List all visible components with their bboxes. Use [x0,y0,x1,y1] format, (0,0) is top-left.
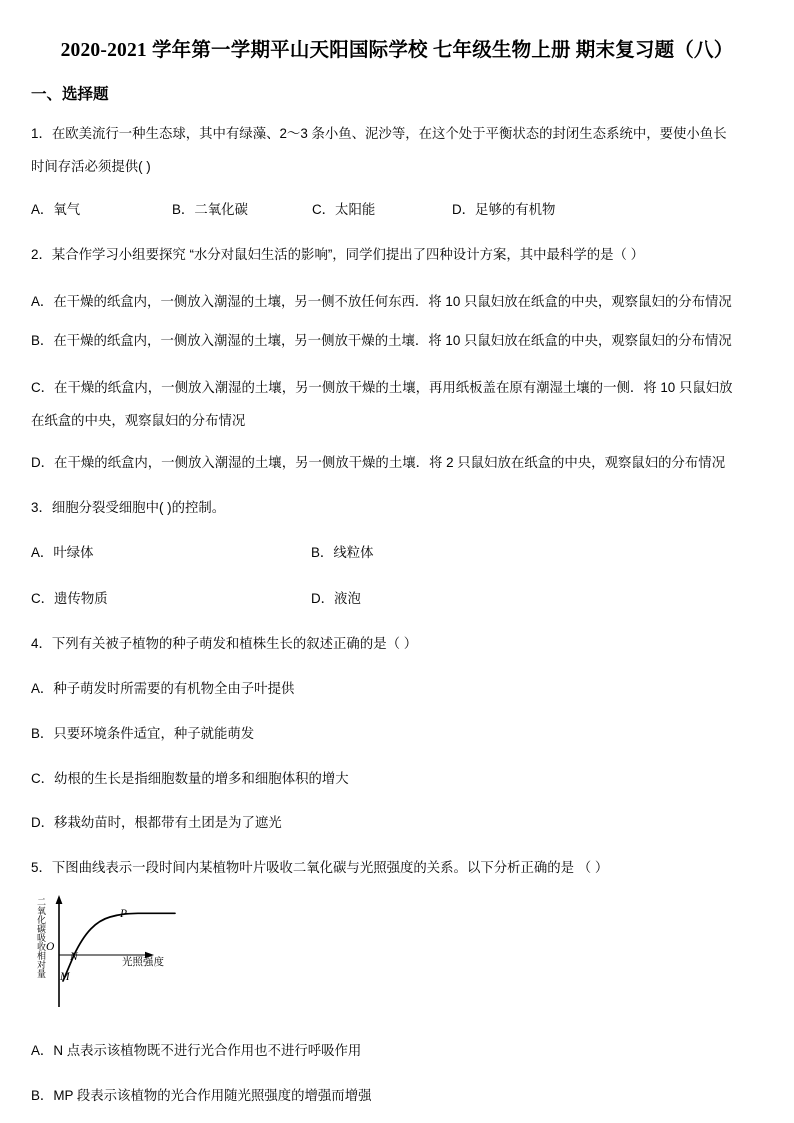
question-2-stem-line-1: 2．某合作学习小组要探究 “水分对鼠妇生活的影响”，同学们提出了四种设计方案，其中最科学的是（ ） [31,247,644,262]
question-5-stem-line-1: 5．下图曲线表示一段时间内某植物叶片吸收二氧化碳与光照强度的关系。以下分析正确的是 （ ） [31,860,609,875]
question-3-option-c[interactable]: C．遗传物质 [31,591,108,606]
question-1-option-c[interactable]: C．太阳能 [312,202,376,217]
question-3-option-d[interactable]: D．液泡 [311,591,361,606]
question-2-option-d[interactable]: D．在干燥的纸盒内，一侧放入潮湿的土壤，另一侧放干燥的土壤．将 2 只鼠妇放在纸盒的中央，观察鼠妇的分布情况 [31,455,726,470]
question-1-stem-line-2: 时间存活必须提供( ) [31,159,151,174]
question-1-stem-line-1: 1．在欧美流行一种生态球，其中有绿藻、2～3 条小鱼、泥沙等，在这个处于平衡状态的封闭生态系统中，要使小鱼长 [31,126,727,141]
section-heading-multiple-choice: 一、选择题 [31,86,109,103]
question-3-option-a[interactable]: A．叶绿体 [31,545,94,560]
question-4-option-b[interactable]: B．只要环境条件适宜，种子就能萌发 [31,726,255,741]
chart-point-label-p: P [120,908,128,920]
question-1-option-d[interactable]: D．足够的有机物 [452,202,556,217]
question-2-option-c-line-1[interactable]: C．在干燥的纸盒内，一侧放入潮湿的土壤，另一侧放干燥的土壤，再用纸板盖在原有潮湿土壤的一侧．将 10 只鼠妇放 [31,380,733,395]
question-2-option-c-line-2[interactable]: 在纸盒的中央，观察鼠妇的分布情况 [31,413,246,428]
question-2-option-b[interactable]: B．在干燥的纸盒内，一侧放入潮湿的土壤，另一侧放干燥的土壤．将 10 只鼠妇放在纸盒的中央，观察鼠妇的分布情况 [31,333,732,348]
chart-curve-series [63,913,175,981]
question-2-option-a[interactable]: A．在干燥的纸盒内，一侧放入潮湿的土壤，另一侧不放任何东西．将 10 只鼠妇放在纸盒的中央，观察鼠妇的分布情况 [31,294,732,309]
chart-point-label-m: M [60,971,70,983]
chart-y-axis-label: 二氧化碳吸收相对量 [36,897,46,978]
question-5-option-a[interactable]: A．N 点表示该植物既不进行光合作用也不进行呼吸作用 [31,1043,362,1058]
question-3-option-b[interactable]: B．线粒体 [311,545,374,560]
chart-point-label-n: N [70,951,78,963]
question-4-option-c[interactable]: C．幼根的生长是指细胞数量的增多和细胞体积的增大 [31,771,349,786]
question-4-option-d[interactable]: D．移栽幼苗时，根都带有土团是为了遮光 [31,815,282,830]
question-4-stem-line-1: 4．下列有关被子植物的种子萌发和植株生长的叙述正确的是（ ） [31,636,418,651]
chart-point-label-origin: O [46,941,55,953]
question-1-option-b[interactable]: B．二氧化碳 [172,202,248,217]
question-5-option-b[interactable]: B．MP 段表示该植物的光合作用随光照强度的增强而增强 [31,1088,372,1103]
question-1-option-a[interactable]: A．氧气 [31,202,81,217]
chart-y-axis [56,895,63,1007]
figure-co2-absorption-vs-light-intensity [30,891,220,1009]
chart-x-axis-label: 光照强度 [122,956,164,968]
question-3-stem-line-1: 3．细胞分裂受细胞中( )的控制。 [31,500,226,515]
question-4-option-a[interactable]: A．种子萌发时所需要的有机物全由子叶提供 [31,681,295,696]
page-title: 2020-2021 学年第一学期平山天阳国际学校 七年级生物上册 期末复习题（八） [60,40,734,61]
